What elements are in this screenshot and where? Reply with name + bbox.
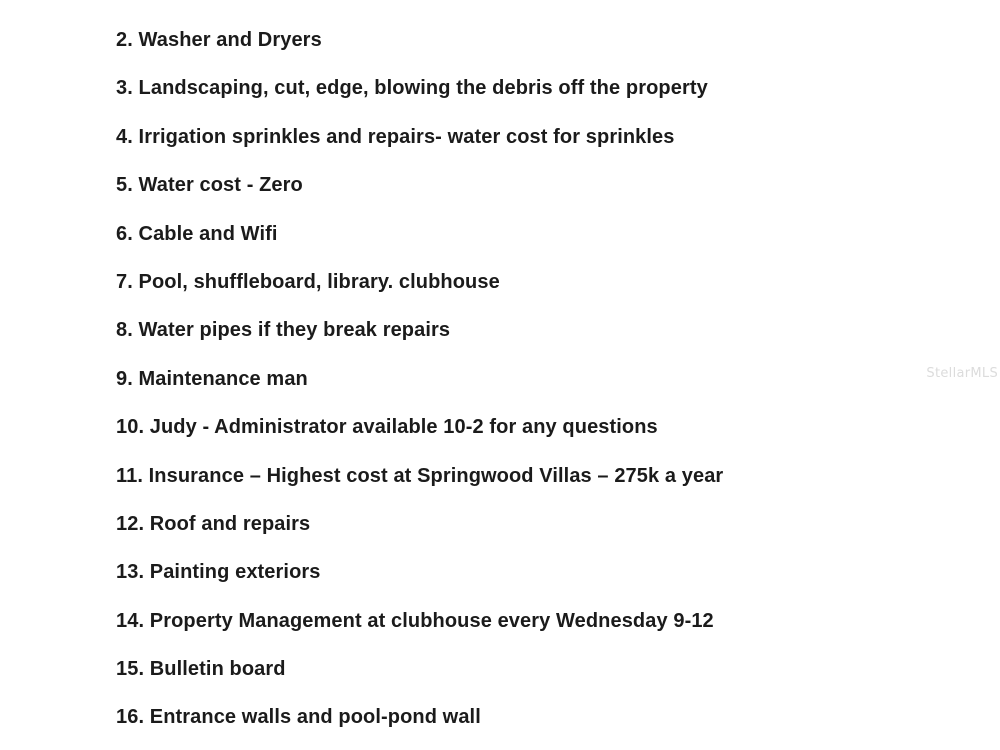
list-item: 12. Roof and repairs xyxy=(116,512,311,535)
list-item: 3. Landscaping, cut, edge, blowing the debris off the property xyxy=(116,77,708,100)
list-item: 6. Cable and Wifi xyxy=(116,222,278,245)
partially-visible-line xyxy=(116,0,276,6)
list-item: 13. Painting exteriors xyxy=(116,561,321,584)
list-item: 2. Washer and Dryers xyxy=(116,29,322,51)
list-item: 9. Maintenance man xyxy=(116,367,308,390)
list-item: 16. Entrance walls and pool-pond wall xyxy=(116,706,481,729)
list-item: 15. Bulletin board xyxy=(116,658,286,681)
list-item: 7. Pool, shuffleboard, library. clubhouse xyxy=(116,270,500,293)
watermark: StellarMLS xyxy=(926,366,998,381)
list-item: 4. Irrigation sprinkles and repairs- water cost for sprinkles xyxy=(116,125,675,148)
list-item: 11. Insurance – Highest cost at Springwood Villas – 275k a year xyxy=(116,464,724,487)
list-item: 10. Judy - Administrator available 10-2 for any questions xyxy=(116,416,658,439)
list-item: 5. Water cost - Zero xyxy=(116,174,303,197)
list-item: 14. Property Management at clubhouse every Wednesday 9-12 xyxy=(116,609,714,632)
list-item: 8. Water pipes if they break repairs xyxy=(116,319,451,342)
amenities-list xyxy=(116,28,723,750)
